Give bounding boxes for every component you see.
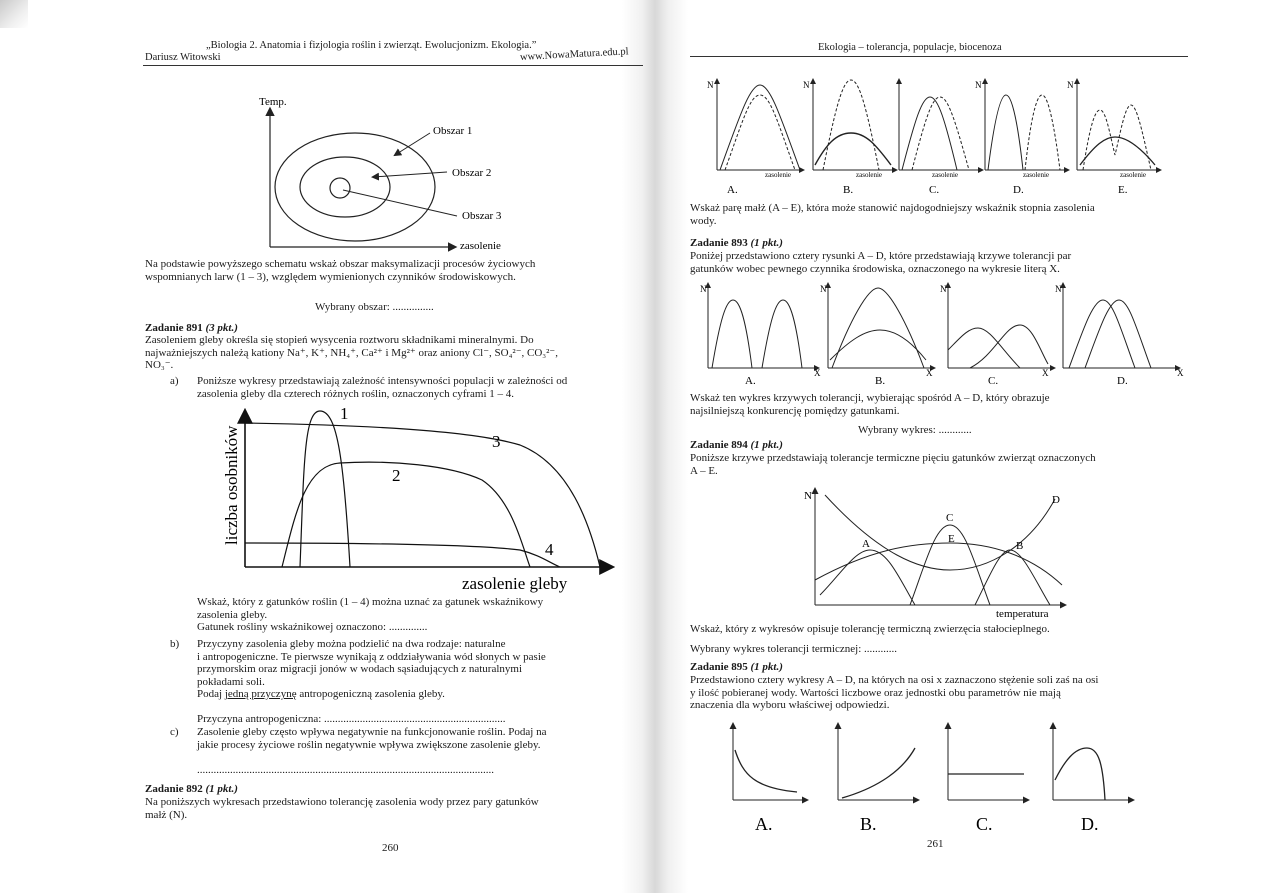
task-891-a-line2: zasolenia gleby dla czterech różnych roślin, oznaczonych cyframi 1 – 4.	[197, 387, 515, 400]
task-891-line1: Zasoleniem gleby określa się stopień wysycenia roztworu składnikami mineralnymi. Do	[145, 334, 534, 346]
task-894-heading	[690, 439, 783, 452]
graph-895-d	[1053, 724, 1133, 834]
salinity-x-label: zasolenie gleby	[462, 574, 568, 593]
graph-d-n: N	[975, 80, 982, 90]
thermal-tolerance-chart	[800, 485, 1070, 620]
diagram-question-line2: wspomnianych larw (1 – 3), względem wymienionych czynników środowiskowych.	[145, 270, 516, 283]
right-header-title: Ekologia – tolerancja, populacje, biocenoza	[818, 42, 1002, 53]
area-3-circle	[330, 178, 350, 198]
graph-893-d	[1055, 284, 1184, 387]
task-892-graphs	[705, 75, 1175, 200]
task-891-line3: NO₃⁻.	[145, 359, 174, 371]
thermal-label-c: C	[946, 512, 954, 524]
task-894-answer: Wybrany wykres tolerancji termicznej: ............	[690, 643, 898, 655]
area-1-pointer	[395, 133, 430, 155]
graph-892-d	[975, 80, 1068, 196]
curve-4	[245, 543, 560, 567]
task-892-text	[145, 796, 645, 821]
thermal-label-a: A	[862, 538, 870, 550]
task-893-line2: gatunków wobec pewnego czynnika środowiska, oznaczonego na wykresie literą X.	[690, 262, 1060, 275]
task-892-line1: Na poniższych wykresach przedstawiono tolerancję zasolenia wody przez pary gatunków	[145, 796, 539, 808]
curve-4-label: 4	[545, 540, 554, 559]
task-891-b-line2: i antropogeniczne. Te pierwsze wynikają z oddziaływania wód słonych w pasie	[197, 650, 546, 663]
graph-892-b-label: B.	[843, 184, 854, 196]
task-893-q-line1: Wskaż ten wykres krzywych tolerancji, wybierając spośród A – D, który obrazuje	[690, 392, 1050, 404]
task-893-graphs	[700, 280, 1190, 390]
diagram-question	[145, 258, 645, 283]
scan-corner	[0, 0, 28, 28]
graph-893-a	[700, 284, 821, 387]
diagram-y-label: Temp.	[259, 96, 287, 108]
graph-895-c-label: C.	[976, 814, 993, 834]
task-893-line1: Poniżej przedstawiono cztery rysunki A – D, które przedstawiają krzywe tolerancji par	[690, 250, 1072, 262]
right-header-rule	[690, 56, 1188, 57]
thermal-curve-b	[975, 550, 1050, 605]
task-891-b-marker: b)	[170, 638, 180, 650]
task-891-indicator-answer: Gatunek rośliny wskaźnikowej oznaczono: ..............	[197, 621, 428, 633]
graph-892-b	[803, 80, 896, 196]
graph-895-c	[948, 724, 1028, 834]
task-891-b-line3: przymorskim oraz migracji jonów w wodach sąsiadujących z naturalnymi	[197, 663, 523, 675]
graph-e-x: zasolenie	[1120, 171, 1147, 179]
left-header-rule	[143, 65, 643, 66]
task-891-c-marker: c)	[170, 726, 179, 738]
task-894-line1: Poniższe krzywe przedstawiają tolerancje termiczne pięciu gatunków zwierząt oznaczonych	[690, 452, 1096, 464]
task-892-question	[690, 202, 1188, 227]
task-891-c-line1: Zasolenie gleby często wpływa negatywnie na funkcjonowanie roślin. Podaj na	[197, 726, 547, 738]
salinity-chart	[220, 405, 620, 593]
chosen-area-answer: Wybrany obszar: ...............	[315, 301, 434, 313]
graph-895-a	[733, 724, 807, 834]
graph-893-c-x: X	[1042, 368, 1049, 378]
area-3-label: Obszar 3	[462, 210, 502, 222]
task-892-q-line2: wody.	[690, 214, 717, 227]
graph-893-c-n: N	[940, 284, 947, 294]
task-891-b-text	[197, 638, 645, 701]
task-891-b-answer: Przyczyna antropogeniczna: ..................................................................	[197, 713, 506, 725]
task-891-c-line2: jakie procesy życiowe roślin negatywnie wpływa zwiększone zasolenie gleby.	[197, 738, 541, 751]
task-891-q-line2: zasolenia gleby.	[197, 608, 268, 621]
task-894-line2: A – E.	[690, 464, 718, 477]
task-893-intro	[690, 250, 1188, 275]
task-895-points: (1 pkt.)	[750, 661, 783, 673]
task-894-title: Zadanie 894	[690, 439, 748, 451]
thermal-curve-a	[820, 550, 915, 605]
graph-893-a-label: A.	[745, 375, 756, 387]
task-892-title: Zadanie 892	[145, 783, 203, 795]
task-891-b-line5	[197, 688, 645, 701]
task-893-heading	[690, 237, 783, 250]
task-894-question: Wskaż, który z wykresów opisuje tolerancję termiczną zwierzęcia stałocieplnego.	[690, 623, 1050, 635]
area-1-ellipse	[275, 133, 435, 241]
graph-895-d-label: D.	[1081, 814, 1099, 834]
graph-892-e	[1067, 80, 1160, 196]
curve-1-label: 1	[340, 404, 349, 423]
task-891-a-line1: Poniższe wykresy przedstawiają zależność intensywności populacji w zależności od	[197, 375, 568, 387]
task-895-title: Zadanie 895	[690, 661, 748, 673]
task-892-heading	[145, 783, 238, 796]
thermal-curve-d	[825, 495, 1055, 570]
graph-d-x: zasolenie	[1023, 171, 1050, 179]
graph-893-c	[940, 284, 1054, 387]
area-2-ellipse	[300, 157, 390, 217]
thermal-label-e: E	[948, 533, 955, 545]
task-893-answer: Wybrany wykres: ............	[858, 424, 972, 436]
task-895-line3: znaczenia dla wyboru właściwej odpowiedzi.	[690, 699, 890, 711]
curve-2-label: 2	[392, 466, 401, 485]
graph-892-c	[899, 80, 982, 196]
thermal-label-d: D	[1052, 494, 1060, 506]
task-891-c-text	[197, 726, 645, 751]
area-diagram	[255, 95, 505, 255]
thermal-x-label: temperatura	[996, 608, 1049, 620]
graph-893-a-x: X	[814, 368, 821, 378]
task-891-heading	[145, 322, 238, 335]
graph-895-b-label: B.	[860, 814, 877, 834]
graph-a-n: N	[707, 80, 714, 90]
left-header-website: www.NowaMatura.edu.pl	[519, 46, 629, 63]
task-891-a-question	[197, 596, 645, 634]
task-891-points: (3 pkt.)	[205, 322, 238, 334]
thermal-curve-e	[815, 543, 1062, 585]
graph-895-a-label: A.	[755, 814, 773, 834]
left-header-title: „Biologia 2. Anatomia i fizjologia roślin i zwierząt. Ewolucjonizm. Ekologia.”	[206, 40, 537, 51]
task-895-line2: y ilość pobieranej wody. Wartości liczbowe oraz jednostki obu parametrów nie mają	[690, 686, 1061, 699]
graph-892-c-label: C.	[929, 184, 940, 196]
task-891-q-line1: Wskaż, który z gatunków roślin (1 – 4) można uznać za gatunek wskaźnikowy	[197, 596, 544, 608]
salinity-y-label: liczba osobników	[222, 425, 241, 545]
task-891-line2: najważniejszych należą kationy Na⁺, K⁺, NH₄⁺, Ca²⁺ i Mg²⁺ oraz aniony Cl⁻, SO₄²⁻, CO₃²⁻,	[145, 346, 558, 359]
task-894-intro	[690, 452, 1188, 477]
task-891-a-text	[197, 375, 645, 400]
task-891-b-line1: Przyczyny zasolenia gleby można podzielić na dwa rodzaje: naturalne	[197, 638, 506, 650]
thermal-label-b: B	[1016, 540, 1024, 552]
task-891-intro	[145, 334, 645, 372]
graph-893-a-n: N	[700, 284, 707, 294]
task-893-q-line2: najsilniejszą konkurencję pomiędzy gatunkami.	[690, 404, 900, 417]
graph-893-b-x: X	[926, 368, 933, 378]
task-895-graphs	[725, 720, 1145, 835]
task-893-question	[690, 392, 1188, 417]
area-3-pointer	[343, 190, 457, 216]
graph-892-d-label: D.	[1013, 184, 1024, 196]
graph-a-x: zasolenie	[765, 171, 792, 179]
graph-b-x: zasolenie	[856, 171, 883, 179]
graph-892-e-label: E.	[1118, 184, 1128, 196]
task-894-points: (1 pkt.)	[750, 439, 783, 451]
b-line5-underlined: jedną przyczynę	[224, 688, 297, 700]
diagram-question-line1: Na podstawie powyższego schematu wskaż obszar maksymalizacji procesów życiowych	[145, 258, 536, 270]
graph-893-d-label: D.	[1117, 375, 1128, 387]
graph-893-d-n: N	[1055, 284, 1062, 294]
graph-e-n: N	[1067, 80, 1074, 90]
task-895-line1: Przedstawiono cztery wykresy A – D, na których na osi x zaznaczono stężenie soli zaś na osi	[690, 674, 1099, 686]
graph-892-a	[707, 80, 803, 196]
diagram-x-label: zasolenie	[460, 240, 501, 252]
graph-893-b-n: N	[820, 284, 827, 294]
thermal-y-label: N	[804, 490, 812, 502]
b-line5-post: antropogeniczną zasolenia gleby.	[296, 688, 445, 700]
graph-c-x: zasolenie	[932, 171, 959, 179]
graph-895-b	[838, 724, 918, 834]
task-892-q-line1: Wskaż parę małż (A – E), która może stanowić najdogodniejszy wskaźnik stopnia zasolenia	[690, 202, 1095, 214]
task-891-c-answer: ............................................................................................................	[197, 764, 494, 776]
curve-2	[282, 462, 530, 567]
graph-893-b-label: B.	[875, 375, 886, 387]
task-891-title: Zadanie 891	[145, 322, 203, 334]
graph-893-c-label: C.	[988, 375, 999, 387]
curve-3-label: 3	[492, 432, 501, 451]
task-893-points: (1 pkt.)	[750, 237, 783, 249]
b-line5-pre: Podaj	[197, 688, 225, 700]
task-892-line2: małż (N).	[145, 808, 188, 821]
graph-893-d-x: X	[1177, 368, 1184, 378]
task-895-intro	[690, 674, 1188, 712]
task-891-b-line4: pokładami soli.	[197, 675, 265, 688]
book-spine-shadow	[622, 0, 688, 893]
graph-b-n: N	[803, 80, 810, 90]
task-891-a-marker: a)	[170, 375, 179, 387]
task-892-points: (1 pkt.)	[205, 783, 238, 795]
graph-893-b	[820, 284, 934, 387]
left-page-number: 260	[382, 842, 399, 854]
left-header-author: Dariusz Witowski	[145, 52, 221, 63]
area-1-label: Obszar 1	[433, 125, 473, 137]
graph-892-a-label: A.	[727, 184, 738, 196]
task-893-title: Zadanie 893	[690, 237, 748, 249]
area-2-label: Obszar 2	[452, 167, 492, 179]
right-page-number: 261	[927, 838, 944, 850]
task-895-heading	[690, 661, 783, 674]
